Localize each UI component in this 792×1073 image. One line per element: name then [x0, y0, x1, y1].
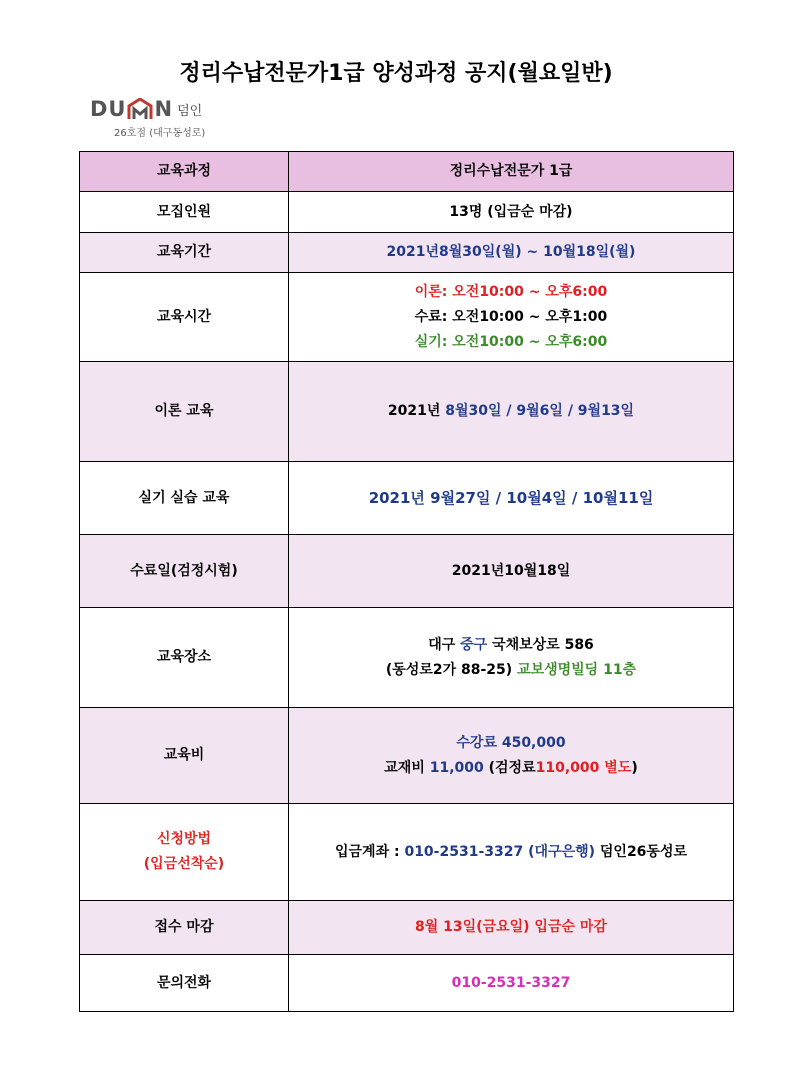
- apply-bank: (대구은행): [528, 843, 596, 860]
- location-city: 대구: [428, 636, 456, 653]
- apply-holder: 덤인26동성로: [599, 843, 687, 860]
- value-completion-day: 2021년10월18일: [289, 535, 734, 608]
- value-course: 정리수납전문가 1급: [289, 152, 734, 192]
- theory-edu-year: 2021년: [387, 403, 441, 419]
- house-m-icon: [127, 98, 153, 120]
- row-contact: [80, 955, 734, 1012]
- apply-account-number: 010-2531-3327: [404, 843, 524, 860]
- course-info-table: [79, 151, 734, 1012]
- logo-brand-left: DU: [90, 97, 127, 121]
- fee-book-label: 교재비: [384, 759, 425, 776]
- page-title: 정리수납전문가1급 양성과정 공지(월요일반): [179, 61, 613, 86]
- value-deadline: 8월 13일(금요일) 입금순 마감: [289, 901, 734, 955]
- fee-exam-label: (검정료: [488, 759, 536, 776]
- value-contact: 010-2531-3327: [289, 955, 734, 1012]
- value-location: [289, 608, 734, 708]
- company-logo: [90, 96, 230, 146]
- row-course: [80, 152, 734, 192]
- fee-book-amount: 11,000: [429, 759, 484, 776]
- logo-caption: 26호점 (대구동성로): [114, 128, 206, 139]
- label-apply: [80, 804, 289, 901]
- label-course: 교육과정: [80, 152, 289, 192]
- location-district: 중구: [460, 636, 488, 653]
- row-time: [80, 273, 734, 362]
- apply-account-label: 입금계좌 :: [335, 843, 400, 860]
- logo-brand-right: N: [154, 97, 174, 121]
- row-period: [80, 233, 734, 273]
- location-line-1: [289, 633, 733, 658]
- row-location: [80, 608, 734, 708]
- row-theory-edu: [80, 362, 734, 462]
- row-fee: [80, 708, 734, 804]
- label-location: 교육장소: [80, 608, 289, 708]
- value-theory-edu: [289, 362, 734, 462]
- label-theory-edu: 이론 교육: [80, 362, 289, 462]
- label-contact: 문의전화: [80, 955, 289, 1012]
- value-recruit: 13명 (입금순 마감): [289, 192, 734, 233]
- label-deadline: 접수 마감: [80, 901, 289, 955]
- value-practice-edu: 2021년 9월27일 / 10월4일 / 10월11일: [289, 462, 734, 535]
- value-apply: [289, 804, 734, 901]
- time-practice: 실기: 오전10:00 ~ 오후6:00: [414, 333, 608, 350]
- logo-brand-sub: 덤인: [177, 103, 203, 119]
- time-completion: 수료: 오전10:00 ~ 오후1:00: [414, 308, 608, 325]
- apply-label-1: 신청방법: [156, 831, 212, 847]
- label-fee: 교육비: [80, 708, 289, 804]
- value-time: [289, 273, 734, 362]
- row-completion-day: [80, 535, 734, 608]
- label-practice-edu: 실기 실습 교육: [80, 462, 289, 535]
- label-period: 교육기간: [80, 233, 289, 273]
- fee-exam-amount: 110,000 별도: [535, 759, 632, 776]
- row-practice-edu: [80, 462, 734, 535]
- label-recruit: 모집인원: [80, 192, 289, 233]
- value-fee: [289, 708, 734, 804]
- row-recruit: [80, 192, 734, 233]
- time-theory: 이론: 오전10:00 ~ 오후6:00: [414, 283, 608, 300]
- location-line-2: [289, 658, 733, 683]
- fee-tuition: 수강료 450,000: [456, 734, 566, 751]
- apply-label-2: (입금선착순): [143, 856, 225, 872]
- row-apply: [80, 804, 734, 901]
- label-time: 교육시간: [80, 273, 289, 362]
- fee-exam-close: ): [631, 759, 638, 776]
- location-lot: (동성로2가 88-25): [385, 661, 513, 678]
- location-street: 국채보상로 586: [492, 636, 594, 653]
- value-period: 2021년8월30일(월) ~ 10월18일(월): [289, 233, 734, 273]
- label-completion-day: 수료일(검정시험): [80, 535, 289, 608]
- fee-book-line: [289, 756, 733, 781]
- row-deadline: [80, 901, 734, 955]
- theory-edu-dates: 8월30일 / 9월6일 / 9월13일: [445, 403, 635, 419]
- location-building: 교보생명빌딩 11층: [517, 661, 637, 678]
